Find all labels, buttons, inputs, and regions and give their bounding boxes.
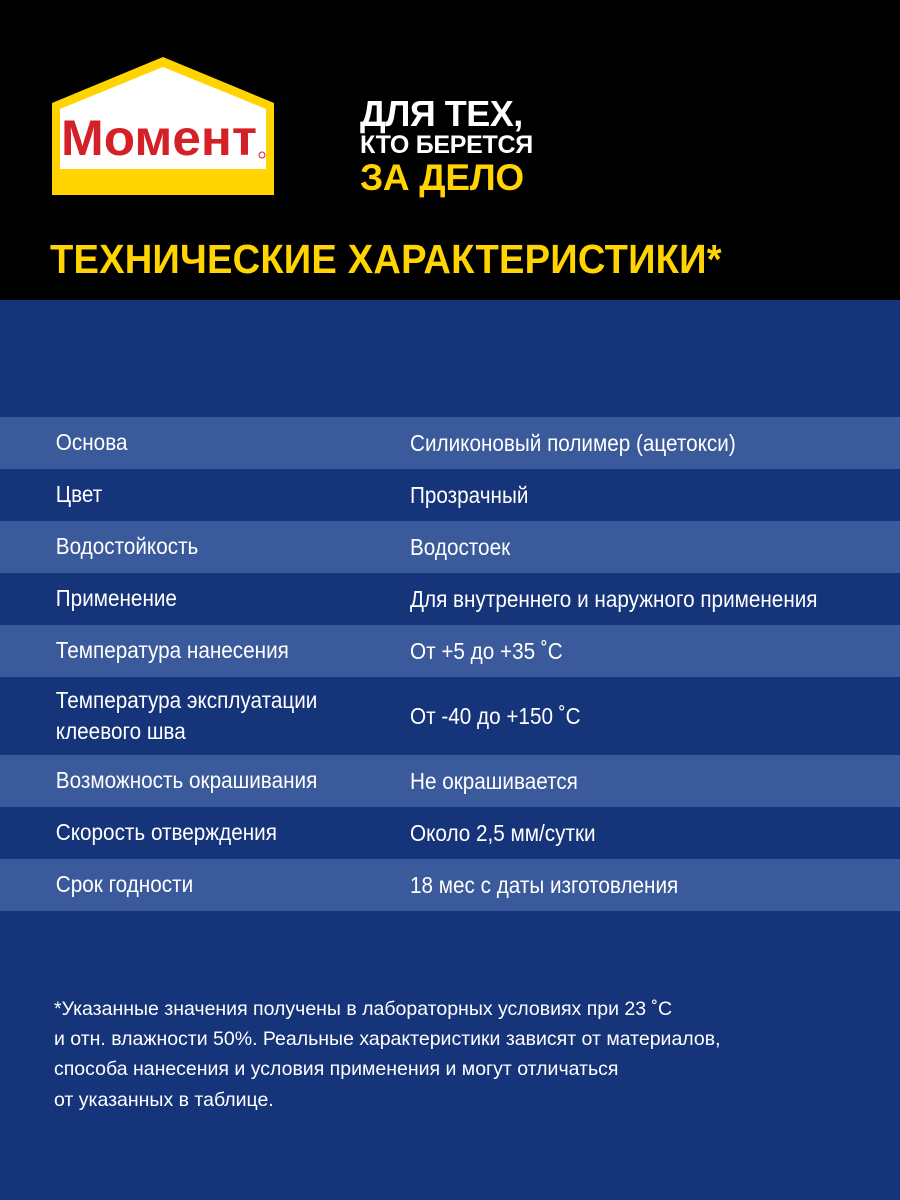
table-row <box>0 677 900 755</box>
spec-label: Срок годности <box>55 871 194 898</box>
table-row <box>0 573 900 625</box>
spec-label-line-2: клеевого шва <box>55 718 186 744</box>
slogan-line-3: ЗА ДЕЛО <box>360 157 524 198</box>
slogan <box>360 93 533 198</box>
slogan-line-1: ДЛЯ ТЕХ, <box>360 93 523 134</box>
spec-value: 18 мес с даты изготовления <box>410 871 679 898</box>
table-row <box>0 521 900 573</box>
spec-value: Для внутреннего и наружного применения <box>410 585 818 612</box>
spec-value: Силиконовый полимер (ацетокси) <box>410 429 736 456</box>
spec-label: Водостойкость <box>55 533 199 560</box>
footnote-line-2: и отн. влажности 50%. Реальные характеристики зависят от материалов, <box>54 1028 721 1051</box>
table-row <box>0 469 900 521</box>
header-band <box>0 0 900 300</box>
spec-label: Основа <box>55 429 128 456</box>
spec-value: Водостоек <box>410 533 511 560</box>
table-row <box>0 807 900 859</box>
footnote <box>54 994 854 1115</box>
spec-table <box>0 417 900 911</box>
spec-value: Не окрашивается <box>410 767 578 794</box>
spec-value: Около 2,5 мм/сутки <box>410 819 596 846</box>
spec-label: Цвет <box>55 481 103 508</box>
moment-logo <box>50 55 276 195</box>
spec-label: Скорость отверждения <box>55 819 277 846</box>
spec-label <box>0 685 369 747</box>
logo-wordmark: Момент <box>61 110 257 166</box>
footnote-line-3: способа нанесения и условия применения и могут отличаться <box>54 1058 619 1081</box>
spec-value: От +5 до +35 ˚С <box>410 637 563 664</box>
footnote-line-4: от указанных в таблице. <box>54 1088 274 1111</box>
spec-label: Температура нанесения <box>55 637 289 664</box>
table-row <box>0 859 900 911</box>
spec-label: Применение <box>55 585 177 612</box>
footnote-line-1: *Указанные значения получены в лабораторных условиях при 23 ˚С <box>54 998 673 1020</box>
spec-value: От -40 до +150 ˚С <box>410 702 581 729</box>
page-title: ТЕХНИЧЕСКИЕ ХАРАКТЕРИСТИКИ* <box>50 236 722 282</box>
spec-value: Прозрачный <box>410 481 529 508</box>
table-row <box>0 755 900 807</box>
table-row <box>0 417 900 469</box>
table-row <box>0 625 900 677</box>
slogan-line-2: КТО БЕРЕТСЯ <box>360 131 533 159</box>
spec-label: Возможность окрашивания <box>55 767 318 794</box>
spec-label-line-1: Температура эксплуатации <box>55 686 318 713</box>
